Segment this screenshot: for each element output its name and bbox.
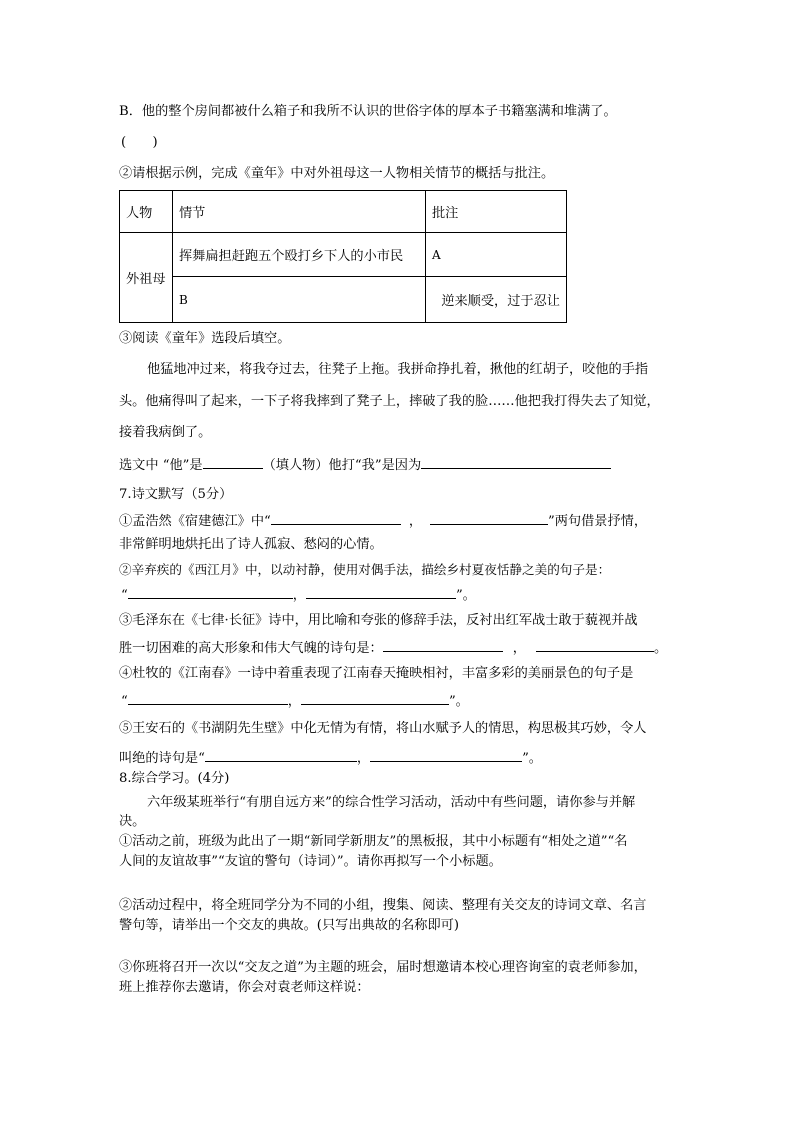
- poem-item-4: ④杜牧的《江南春》一诗中着重表现了江南春天掩映相衬，丰富多彩的美丽景色的句子是: [119, 666, 634, 681]
- comma: ，: [292, 588, 306, 603]
- answer-bracket: ( ): [121, 135, 158, 150]
- poem-text: ”两句借景抒情，: [548, 514, 648, 529]
- passage-line: 头。他痛得叫了起来，一下子将我摔到了凳子上，摔破了我的脸……他把我打得失去了知觉，: [119, 394, 660, 409]
- question-2-prompt: ②请根据示例，完成《童年》中对外祖母这一人物相关情节的概括与批注。: [119, 166, 555, 181]
- character-table: [119, 190, 567, 323]
- comma: ，: [287, 694, 301, 709]
- poem-text: 叫绝的诗句是“: [119, 751, 205, 766]
- answer-blank[interactable]: [421, 455, 611, 469]
- answer-blank[interactable]: [301, 691, 449, 705]
- answer-blank[interactable]: [271, 511, 401, 525]
- activity-question-2: ②活动过程中，将全班同学分为不同的小组，搜集、阅读、整理有关交友的诗词文章、名言: [119, 898, 647, 913]
- answer-blank[interactable]: [370, 748, 522, 762]
- poem-item-2: ②辛弃疾的《西江月》中，以动衬静，使用对偶手法，描绘乡村夏夜恬静之美的句子是：: [119, 562, 611, 577]
- section-7-title: 7.诗文默写（5分）: [119, 487, 233, 502]
- answer-blank[interactable]: [203, 455, 263, 469]
- poem-item-5-answer: [119, 748, 542, 768]
- character-cell: 外祖母: [120, 233, 173, 323]
- quote-mark: ”。: [522, 751, 542, 766]
- header-note: 批注: [426, 191, 567, 233]
- poem-item-1-cont: 非常鲜明地烘托出了诗人孤寂、愁闷的心情。: [119, 537, 383, 552]
- header-plot: 情节: [173, 191, 426, 233]
- poem-text: ①孟浩然《宿建德江》中“: [119, 514, 271, 529]
- comma: ，: [512, 641, 526, 656]
- header-character: 人物: [120, 191, 173, 233]
- answer-blank[interactable]: [205, 748, 357, 762]
- period: 。: [653, 641, 668, 656]
- table-row: [120, 233, 567, 277]
- poem-item-3: ③毛泽东在《七律·长征》诗中，用比喻和夸张的修辞手法，反衬出红军战士敢于藐视并战: [119, 613, 638, 628]
- quote-mark: “: [121, 588, 128, 603]
- plot-cell: 挥舞扁担赶跑五个殴打乡下人的小市民: [173, 233, 426, 277]
- passage-line: 接着我病倒了。: [119, 425, 212, 440]
- activity-question-1: ①活动之前，班级为此出了一期“新同学新朋友”的黑板报，其中小标题有“相处之道”“名: [119, 834, 628, 849]
- answer-blank[interactable]: [306, 585, 456, 599]
- answer-blank[interactable]: [383, 638, 503, 652]
- poem-item-1: [119, 511, 647, 531]
- answer-blank[interactable]: [128, 585, 293, 599]
- quote-mark: ”。: [455, 588, 476, 603]
- answer-blank[interactable]: [128, 691, 288, 705]
- section-8-title: 8.综合学习。(4分): [119, 771, 230, 786]
- fill-text: （填人物）他打“我”是因为: [262, 458, 422, 473]
- activity-question-1-cont: 人间的友谊故事”“友谊的警句（诗词）”。请你再拟写一个小标题。: [119, 854, 502, 869]
- poem-item-2-answer: [121, 585, 476, 605]
- section-8-intro-cont: 决。: [119, 814, 146, 829]
- note-cell: A: [426, 233, 567, 277]
- activity-question-3: ③你班将召开一次以“交友之道”为主题的班会，届时想邀请本校心理咨询室的袁老师参加，: [119, 960, 647, 975]
- fill-in-question: [119, 455, 611, 475]
- question-3-prompt: ③阅读《童年》选段后填空。: [119, 331, 291, 346]
- table-header-row: [120, 191, 567, 233]
- quote-mark: “: [121, 694, 128, 709]
- poem-item-5: ⑤王安石的《书湖阴先生壁》中化无情为有情，将山水赋予人的情思，构思极其巧妙，令人: [119, 721, 647, 736]
- activity-question-3-cont: 班上推荐你去邀请，你会对袁老师这样说：: [119, 980, 370, 995]
- table-row: [120, 277, 567, 323]
- activity-question-2-cont: 警句等，请举出一个交友的典故。(只写出典故的名称即可): [119, 918, 459, 933]
- poem-item-4-answer: [121, 691, 469, 711]
- poem-item-3-cont: [119, 638, 667, 658]
- answer-blank[interactable]: [536, 638, 654, 652]
- section-8-intro: 六年级某班举行“有朋自远方来”的综合性学习活动，活动中有些问题，请你参与并解: [147, 795, 636, 810]
- poem-text: ，: [408, 514, 422, 529]
- poem-text: 胜一切困难的高大形象和伟大气魄的诗句是：: [119, 641, 383, 656]
- quote-mark: ”。: [448, 694, 469, 709]
- comma: ，: [356, 751, 371, 766]
- note-cell: 逆来顺受，过于忍让: [426, 277, 567, 323]
- answer-blank[interactable]: [430, 511, 548, 525]
- option-b-text: B．他的整个房间都被什么箱子和我所不认识的世俗字体的厚本子书籍塞满和堆满了。: [119, 104, 617, 119]
- fill-text: 选文中 “他”是: [119, 458, 203, 473]
- plot-cell: B: [173, 277, 426, 323]
- passage-line: 他猛地冲过来，将我夺过去，往凳子上拖。我拼命挣扎着，揪他的红胡子，咬他的手指: [147, 362, 649, 377]
